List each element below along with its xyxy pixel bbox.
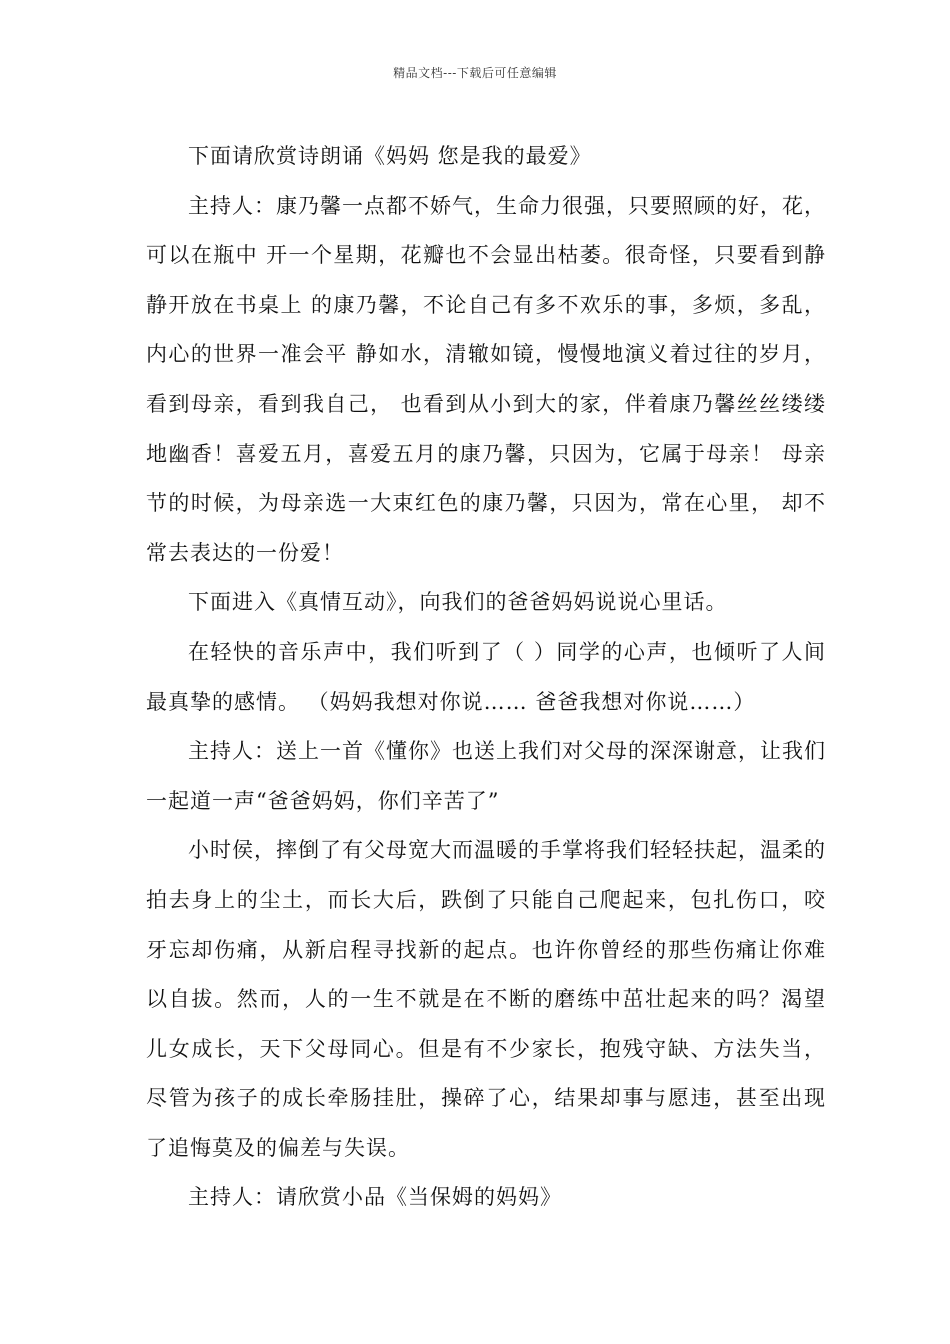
document-body — [146, 132, 826, 1223]
paragraph-music: 在轻快的音乐声中，我们听到了（ ）同学的心声，也倾听了人间最真挚的感情。 （妈妈我想对你说…… 爸爸我想对你说……） — [146, 639, 826, 714]
page-header: 精品文档---下载后可任意编辑 — [393, 66, 557, 80]
paragraph-carnation: 主持人：康乃馨一点都不娇气，生命力很强，只要照顾的好，花，可以在瓶中 开一个星期，花瓣也不会显出枯萎。很奇怪，只要看到静静开放在书桌上 的康乃馨，不论自己有多不欢乐的事，多烦，多乱，内心的世界一准会平 静如水，清辙如镜，慢慢地演义着过往的岁月，看到母亲，看到我自己， 也看到从小到大的家，伴着康乃馨丝丝缕缕地幽香！喜爱五月，喜爱五月的康乃馨，只因为，它属于母亲！ 母亲节的时候，为母亲选一大束红色的康乃馨，只因为，常在心里， 却不常去表达的一份爱！ — [146, 193, 826, 565]
paragraph-childhood: 小时侯，摔倒了有父母宽大而温暖的手掌将我们轻轻扶起，温柔的拍去身上的尘土，而长大后，跌倒了只能自己爬起来，包扎伤口，咬牙忘却伤痛，从新启程寻找新的起点。也许你曾经的那些伤痛让你难以自拔。然而，人的一生不就是在不断的磨练中茁壮起来的吗？渴望儿女成长，天下父母同心。但是有不少家长，抱残守缺、方法失当，尽管为孩子的成长牵肠挂肚，操碎了心，结果却事与愿违，甚至出现了追悔莫及的偏差与失误。 — [146, 838, 826, 1160]
paragraph-interaction-intro: 下面进入《真情互动》，向我们的爸爸妈妈说说心里话。 — [188, 590, 728, 615]
paragraph-poem-intro: 下面请欣赏诗朗诵《妈妈 您是我的最爱》 — [188, 144, 592, 168]
paragraph-song-intro: 主持人：送上一首《懂你》也送上我们对父母的深深谢意，让我们一起道一声“爸爸妈妈，你们辛苦了” — [146, 739, 826, 813]
paragraph-sketch-intro: 主持人：请欣赏小品《当保姆的妈妈》 — [188, 1185, 562, 1210]
